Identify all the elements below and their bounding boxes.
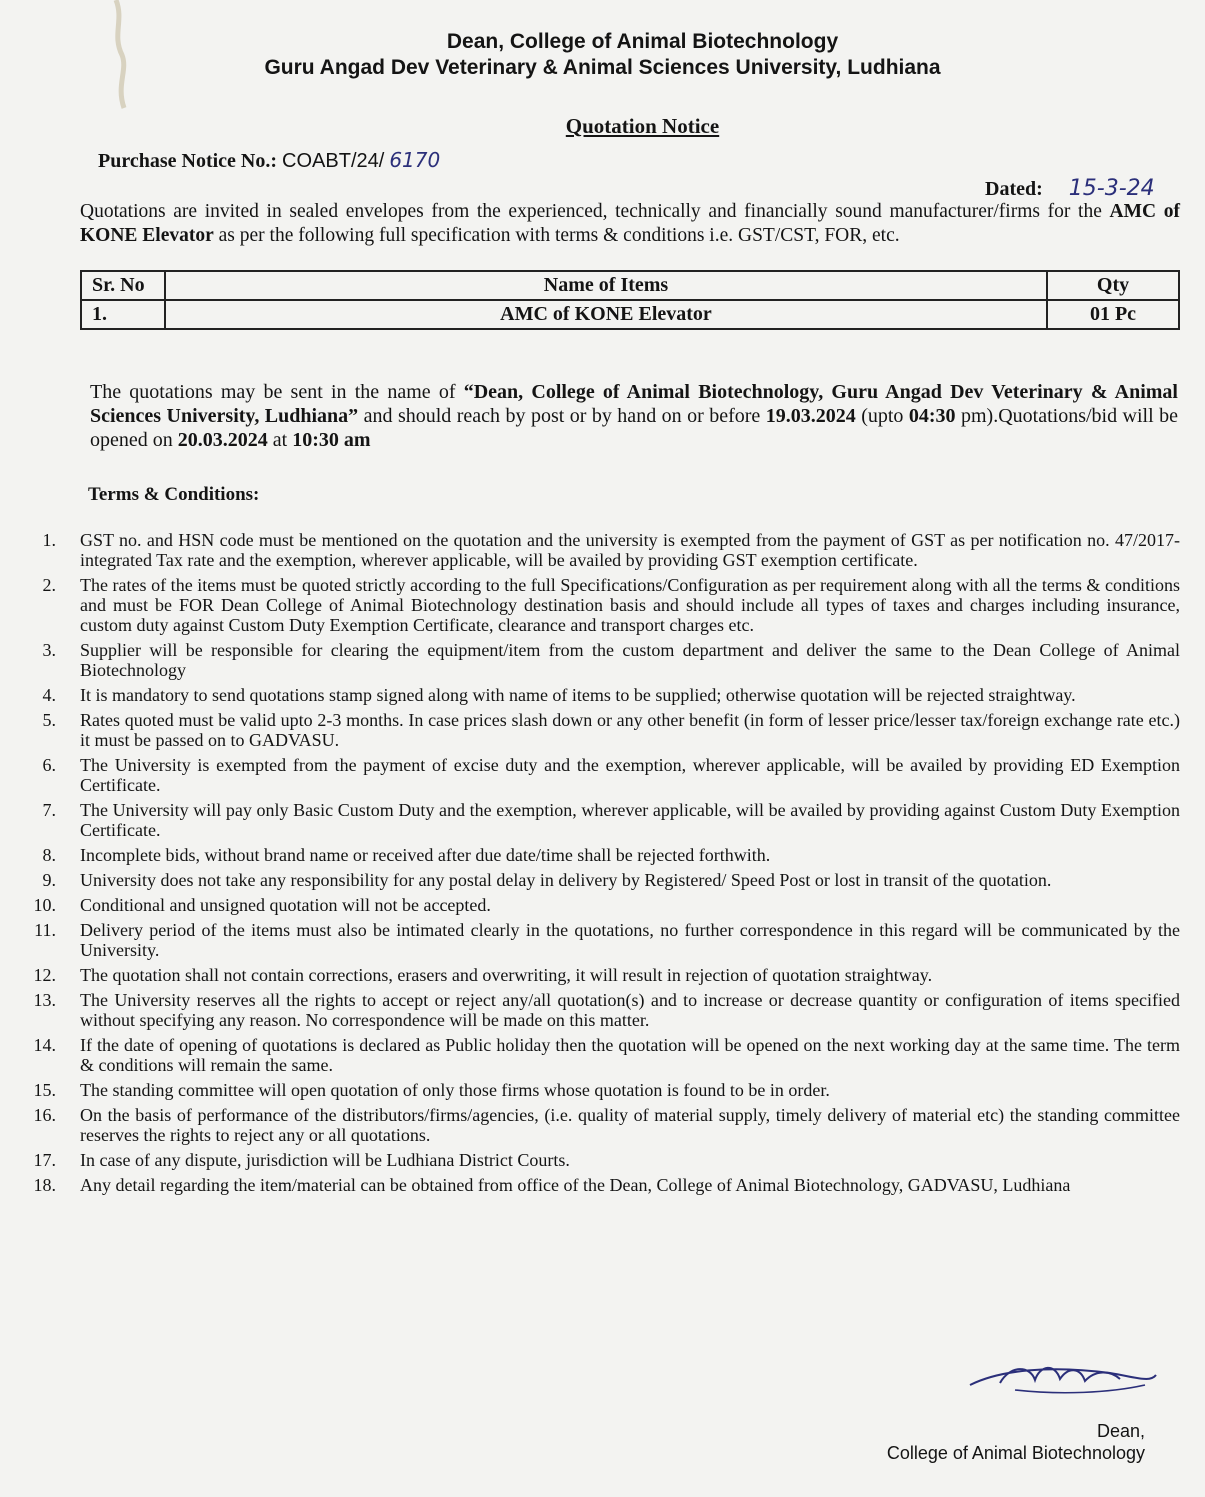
term-text: Delivery period of the items must also be intimated clearly in the quotations, no further correspondence in this regard will be communicated by the University. — [80, 920, 1180, 960]
term-text: University does not take any responsibility for any postal delay in delivery by Registered/ Speed Post or lost in transit of the quotation. — [80, 870, 1052, 890]
term-text: Any detail regarding the item/material can be obtained from office of the Dean, College of Animal Biotechnology, GADVASU, Ludhiana — [80, 1175, 1071, 1195]
term-text: On the basis of performance of the distributors/firms/agencies, (i.e. quality of material supply, timely delivery of material etc) the standing committee reserves the rights to reject any or all quotations. — [80, 1105, 1180, 1145]
term-text: GST no. and HSN code must be mentioned on the quotation and the university is exempted from the payment of GST as per notification no. 47/2017-integrated Tax rate and the exemption, wherever applicable, will be availed by providing GST exemption certificate. — [80, 530, 1180, 570]
document-header — [0, 30, 1205, 80]
signatory-title: Dean, — [1096, 1421, 1145, 1441]
list-item — [20, 685, 1180, 705]
list-item — [20, 965, 1180, 985]
dated-field — [985, 176, 1155, 201]
cell-item-name: AMC of KONE Elevator — [165, 300, 1047, 329]
list-item — [20, 1175, 1180, 1195]
purchase-notice — [98, 148, 440, 173]
term-text: Supplier will be responsible for clearing the equipment/item from the custom department and deliver the same to the Dean College of Animal Biotechnology — [80, 640, 1180, 680]
intro-text-2: as per the following full specification with terms & conditions i.e. GST/CST, FOR, etc. — [213, 225, 900, 246]
list-item — [20, 1035, 1180, 1075]
term-number: 2. — [42, 575, 56, 595]
term-number: 15. — [33, 1080, 56, 1100]
term-number: 8. — [42, 845, 56, 865]
due-date: 19.03.2024 — [765, 405, 856, 427]
term-number: 6. — [42, 755, 56, 775]
term-number: 13. — [33, 990, 56, 1010]
cell-sr-no: 1. — [81, 300, 165, 329]
term-number: 1. — [42, 530, 56, 550]
list-item — [20, 895, 1180, 915]
list-item — [20, 1150, 1180, 1170]
header-name-of-items: Name of Items — [165, 271, 1047, 300]
term-number: 11. — [34, 920, 56, 940]
term-number: 5. — [42, 710, 56, 730]
term-text: The University is exempted from the payment of excise duty and the exemption, wherever applicable, will be availed by providing ED Exemption Certificate. — [80, 755, 1180, 795]
header-line-1: Dean, College of Animal Biotechnology — [446, 30, 839, 53]
dated-handwritten-date: 15-3-24 — [1068, 176, 1155, 201]
term-text: The rates of the items must be quoted strictly according to the full Specifications/Configuration as per requirement along with all the terms & conditions and must be FOR Dean College of Animal Biotechnology destination basis and should include all types of taxes and charges including insurance, custom duty against Custom Duty Exemption Certificate, clearance and transport charges etc. — [80, 575, 1180, 635]
submission-addressee: “Dean, College of Animal Biotechnology, Guru Angad Dev Veterinary & Animal Sciences University, Ludhiana” — [90, 381, 1178, 427]
terms-list — [20, 530, 1180, 1200]
table-row — [81, 300, 1179, 329]
due-time: 04:30 — [908, 405, 956, 427]
list-item — [20, 755, 1180, 795]
header-qty: Qty — [1047, 271, 1179, 300]
term-number: 17. — [33, 1150, 56, 1170]
table-header-row — [81, 271, 1179, 300]
submission-text-4: pm).Quotations/bid will be opened on — [90, 405, 1179, 451]
term-text: The quotation shall not contain corrections, erasers and overwriting, it will result in rejection of quotation straightway. — [80, 965, 933, 985]
list-item — [20, 920, 1180, 960]
term-number: 12. — [33, 965, 56, 985]
list-item — [20, 530, 1180, 570]
header-line-2: Guru Angad Dev Veterinary & Animal Sciences University, Ludhiana — [264, 56, 941, 79]
purchase-notice-label: Purchase Notice No.: — [98, 150, 278, 172]
term-text: If the date of opening of quotations is declared as Public holiday then the quotation will be opened on the next working day at the same time. The term & conditions will remain the same. — [80, 1035, 1180, 1075]
header-sr-no: Sr. No — [81, 271, 165, 300]
signatory-block — [855, 1420, 1145, 1464]
term-text: Incomplete bids, without brand name or received after due date/time shall be rejected forthwith. — [80, 845, 771, 865]
notice-title: Quotation Notice — [565, 114, 720, 138]
purchase-notice-code: COABT/24/ — [282, 150, 385, 172]
terms-heading: Terms & Conditions: — [88, 484, 260, 505]
term-text: The University will pay only Basic Custom Duty and the exemption, wherever applicable, will be availed by providing against Custom Duty Exemption Certificate. — [80, 800, 1180, 840]
list-item — [20, 845, 1180, 865]
term-number: 4. — [42, 685, 56, 705]
handwritten-signature — [960, 1345, 1160, 1405]
submission-text-5: at — [267, 429, 293, 451]
term-number: 10. — [33, 895, 56, 915]
list-item — [20, 990, 1180, 1030]
term-number: 3. — [42, 640, 56, 660]
term-number: 9. — [42, 870, 56, 890]
purchase-notice-handwritten-number: 6170 — [389, 148, 441, 172]
submission-text-1: The quotations may be sent in the name of — [90, 381, 464, 403]
term-text: The standing committee will open quotation of only those firms whose quotation is found to be in order. — [80, 1080, 830, 1100]
term-text: In case of any dispute, jurisdiction will be Ludhiana District Courts. — [80, 1150, 570, 1170]
list-item — [20, 575, 1180, 635]
term-text: It is mandatory to send quotations stamp signed along with name of items to be supplied; otherwise quotation will be rejected straightway. — [80, 685, 1076, 705]
term-text: Rates quoted must be valid upto 2-3 months. In case prices slash down or any other benefit (in form of lesser price/lesser tax/foreign exchange rate etc.) it must be passed on to GADVASU. — [80, 710, 1180, 750]
submission-paragraph — [90, 380, 1178, 452]
list-item — [20, 1080, 1180, 1100]
term-number: 14. — [33, 1035, 56, 1055]
open-time: 10:30 am — [292, 429, 371, 451]
intro-paragraph — [80, 200, 1180, 248]
cell-qty: 01 Pc — [1047, 300, 1179, 329]
term-number: 16. — [33, 1105, 56, 1125]
submission-text-3: (upto — [855, 405, 909, 427]
term-number: 18. — [33, 1175, 56, 1195]
list-item — [20, 710, 1180, 750]
list-item — [20, 800, 1180, 840]
dated-label: Dated: — [985, 178, 1043, 200]
signatory-office: College of Animal Biotechnology — [886, 1443, 1145, 1463]
term-text: Conditional and unsigned quotation will not be accepted. — [80, 895, 491, 915]
term-text: The University reserves all the rights to accept or reject any/all quotation(s) and to increase or decrease quantity or configuration of items specified without specifying any reason. No correspondence will be made on this matter. — [80, 990, 1180, 1030]
list-item — [20, 870, 1180, 890]
term-number: 7. — [42, 800, 56, 820]
intro-item-name: AMC of KONE Elevator — [80, 201, 1180, 246]
list-item — [20, 640, 1180, 680]
list-item — [20, 1105, 1180, 1145]
open-date: 20.03.2024 — [177, 429, 268, 451]
submission-text-2: and should reach by post or by hand on or before — [358, 405, 766, 427]
intro-text-1: Quotations are invited in sealed envelopes from the experienced, technically and financially sound manufacturer/firms for the — [80, 201, 1110, 222]
items-table — [80, 270, 1180, 330]
